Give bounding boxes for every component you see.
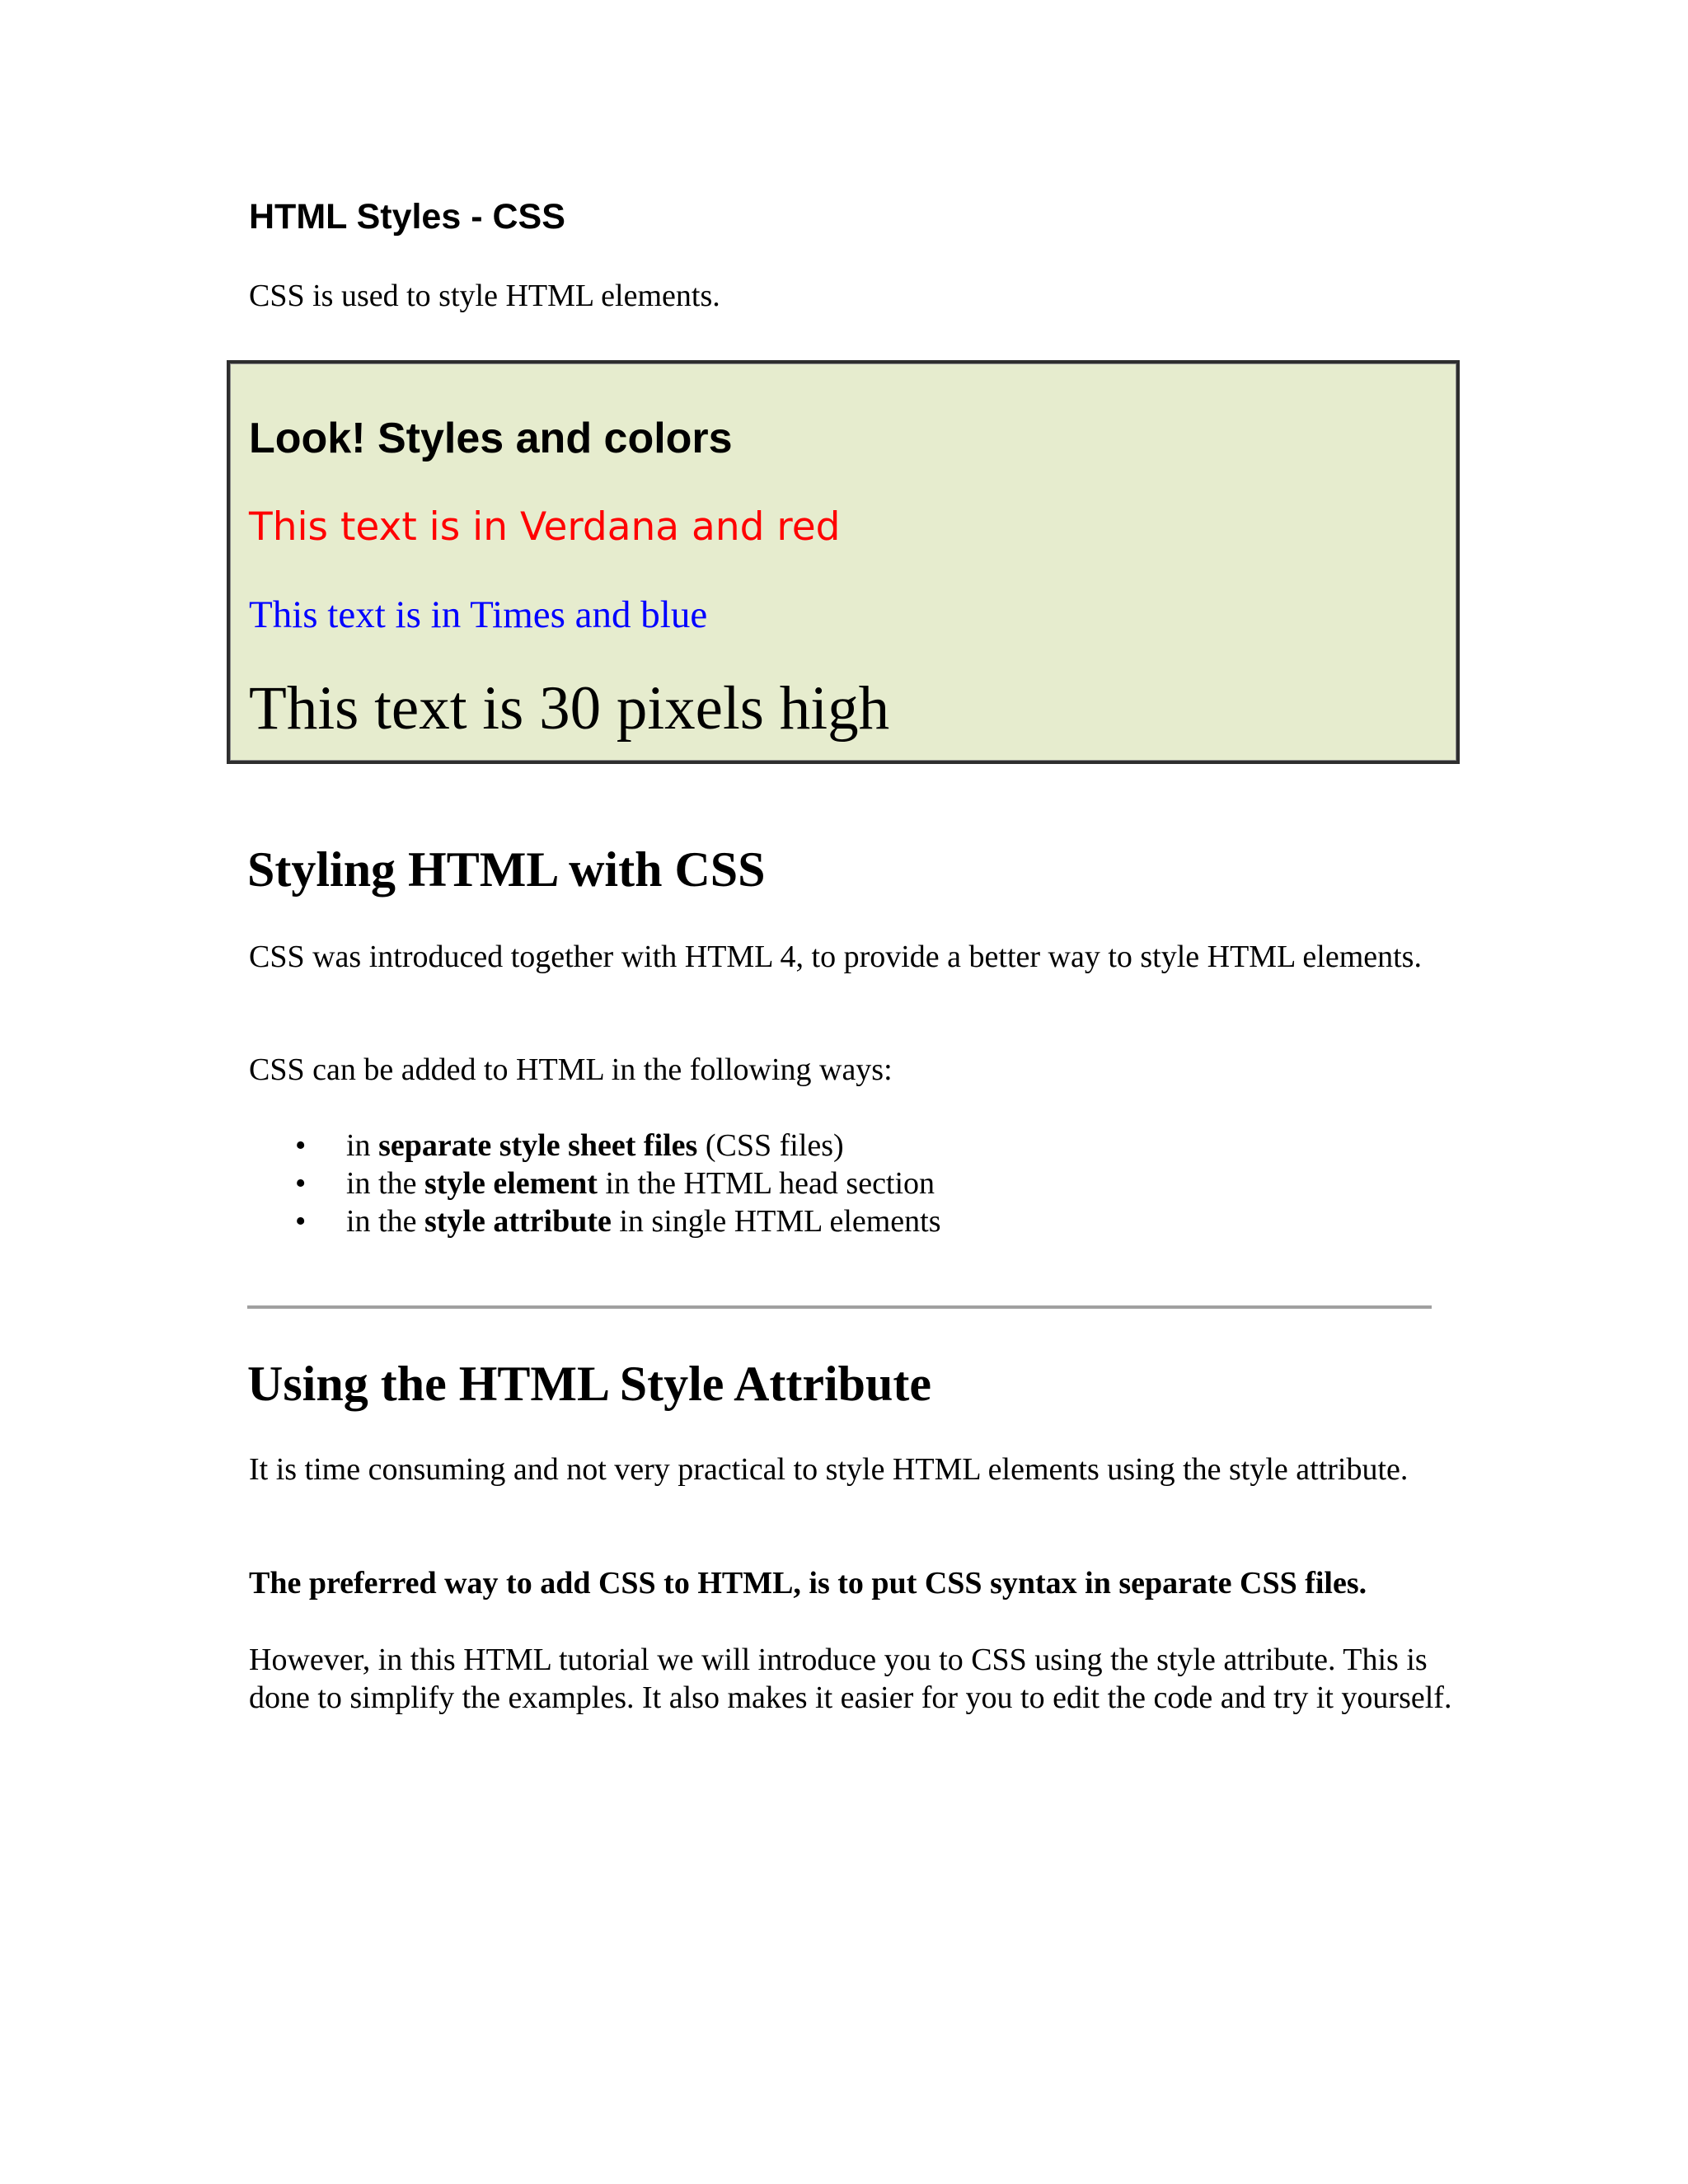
bullet-icon: • bbox=[295, 1128, 307, 1163]
bullet-icon: • bbox=[295, 1166, 307, 1201]
preferred-way-note: The preferred way to add CSS to HTML, is to put CSS syntax in separate CSS files. bbox=[249, 1566, 1367, 1601]
list-item: • in the style attribute in single HTML elements bbox=[295, 1204, 941, 1239]
list-item: • in separate style sheet files (CSS files) bbox=[295, 1128, 844, 1163]
demo-times-blue-text: This text is in Times and blue bbox=[249, 593, 708, 636]
list-item-emphasis: style attribute bbox=[424, 1204, 612, 1239]
list-item-emphasis: separate style sheet files bbox=[378, 1128, 698, 1163]
attribute-intro-paragraph: It is time consuming and not very practical to style HTML elements using the style attribute. bbox=[249, 1452, 1409, 1487]
style-demo-box bbox=[227, 360, 1460, 764]
intro-paragraph: CSS is used to style HTML elements. bbox=[249, 279, 720, 313]
page-title: HTML Styles - CSS bbox=[249, 197, 565, 237]
styling-intro-paragraph: CSS was introduced together with HTML 4, to provide a better way to style HTML elements. bbox=[249, 940, 1422, 974]
css-ways-list bbox=[249, 1127, 941, 1240]
bullet-icon: • bbox=[295, 1204, 307, 1239]
list-item-emphasis: style element bbox=[424, 1166, 598, 1201]
styling-section-heading: Styling HTML with CSS bbox=[247, 842, 766, 897]
styling-ways-paragraph: CSS can be added to HTML in the following ways: bbox=[249, 1052, 893, 1087]
demo-verdana-red-text: This text is in Verdana and red bbox=[249, 504, 841, 550]
demo-heading: Look! Styles and colors bbox=[249, 415, 733, 462]
attribute-explanation-paragraph: However, in this HTML tutorial we will introduce you to CSS using the style attribute. This is done to simplify the examples. It also makes it easier for you to edit the code and try it yourself. bbox=[249, 1643, 1452, 1715]
demo-30px-text: This text is 30 pixels high bbox=[249, 674, 890, 743]
list-item: • in the style element in the HTML head section bbox=[295, 1166, 935, 1201]
attribute-section-heading: Using the HTML Style Attribute bbox=[247, 1357, 932, 1411]
horizontal-divider bbox=[247, 1305, 1432, 1309]
